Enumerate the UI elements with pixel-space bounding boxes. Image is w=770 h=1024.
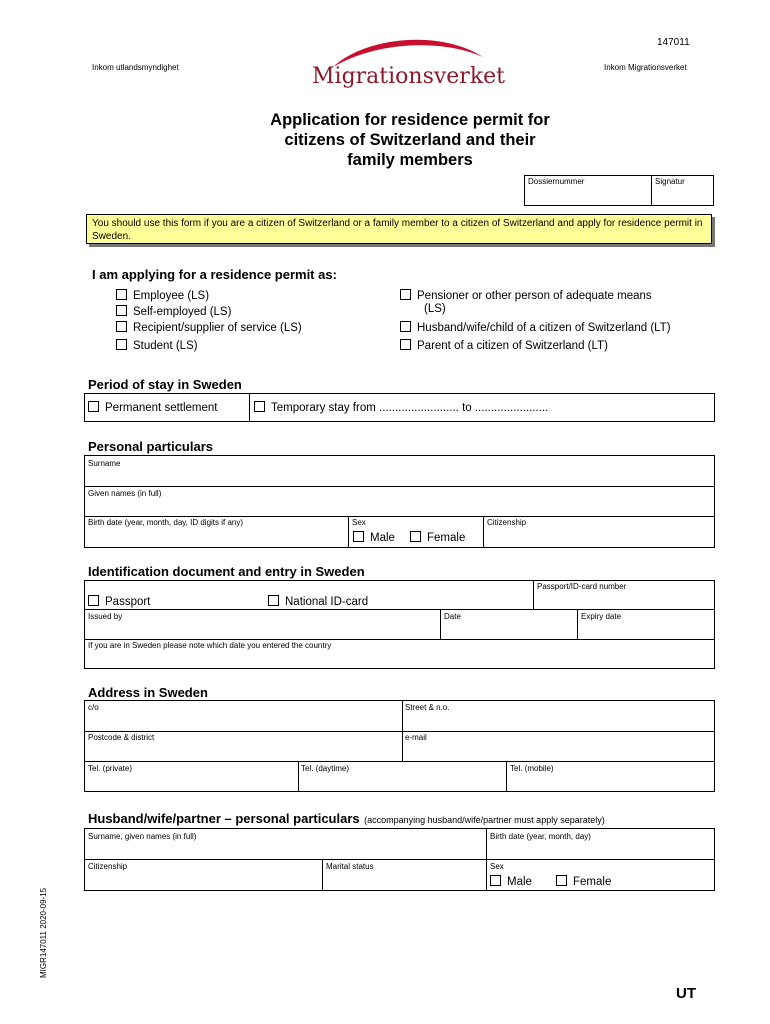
passport-number-field[interactable]: Passport/ID-card number [537,582,627,591]
signature-label: Signatur [655,177,685,186]
partner-male-option[interactable] [490,875,532,888]
option-label: Temporary stay from ......................... to ....................... [271,402,549,414]
birth-date-field[interactable]: Birth date (year, month, day, ID digits if any) [88,518,244,527]
option-label: Employee (LS) [133,290,210,302]
checkbox[interactable] [400,339,411,350]
partner-heading-note: (accompanying husband/wife/partner must apply separately) [364,815,605,825]
title-line-1: Application for residence permit for [270,111,550,129]
option-pensioner-cont: (LS) [424,303,446,315]
partner-citizenship-field[interactable]: Citizenship [88,862,128,871]
checkbox[interactable] [254,401,265,412]
tel-mobile-field[interactable]: Tel. (mobile) [510,764,554,773]
partner-female-option[interactable] [556,875,611,888]
partner-birth-date-field[interactable]: Birth date (year, month, day) [490,832,591,841]
tel-private-field[interactable]: Tel. (private) [88,764,133,773]
given-names-field[interactable]: Given names (in full) [88,489,162,498]
issue-date-field[interactable]: Date [444,612,461,621]
option-label: Recipient/supplier of service (LS) [133,322,302,334]
corner-code: UT [676,985,696,1002]
checkbox[interactable] [88,595,99,606]
citizenship-field[interactable]: Citizenship [487,518,527,527]
sex-label: Sex [352,518,366,527]
option-employee[interactable] [116,289,209,302]
option-family-member[interactable] [400,321,671,334]
sex-female-option[interactable] [410,531,465,544]
checkbox[interactable] [410,531,421,542]
option-pensioner[interactable] [400,289,652,302]
option-label: Self-employed (LS) [133,306,232,318]
option-label: Female [427,532,466,544]
received-abroad-label: Inkom utlandsmyndighet [92,63,179,72]
logo-text: Migrationsverket [312,64,506,89]
option-label: Male [507,876,532,888]
partner-heading-text: Husband/wife/partner – personal particulars [88,811,360,826]
dossier-label: Dossiernummer [528,177,585,186]
option-label: Parent of a citizen of Switzerland (LT) [417,340,608,352]
option-label: Male [370,532,395,544]
sex-male-option[interactable] [353,531,395,544]
page-title [200,110,620,170]
option-service[interactable] [116,321,302,334]
option-label: Student (LS) [133,340,198,352]
address-heading: Address in Sweden [88,685,208,700]
postcode-field[interactable]: Postcode & district [88,733,155,742]
co-field[interactable]: c/o [88,703,99,712]
received-migration-label: Inkom Migrationsverket [604,63,687,72]
checkbox[interactable] [556,875,567,886]
checkbox[interactable] [116,321,127,332]
option-label: Female [573,876,612,888]
checkbox[interactable] [400,289,411,300]
identification-box [84,580,715,669]
permanent-option[interactable] [88,401,218,414]
street-field[interactable]: Street & n.o. [405,703,450,712]
form-number: 147011 [657,37,690,48]
option-label: Passport [105,596,151,608]
partner-marital-status-field[interactable]: Marital status [326,862,374,871]
title-line-2: citizens of Switzerland and their [284,131,536,149]
entry-date-field[interactable]: If you are in Sweden please note which date you entered the country [88,641,332,650]
option-label: Permanent settlement [105,402,218,414]
partner-names-field[interactable]: Surname, given names (in full) [88,832,197,841]
tel-daytime-field[interactable]: Tel. (daytime) [301,764,350,773]
expiry-date-field[interactable]: Expiry date [581,612,622,621]
title-line-3: family members [347,151,473,169]
checkbox[interactable] [88,401,99,412]
email-field[interactable]: e-mail [405,733,427,742]
checkbox[interactable] [116,339,127,350]
issued-by-field[interactable]: Issued by [88,612,123,621]
temporary-option[interactable] [254,401,548,414]
partner-sex-label: Sex [490,862,504,871]
option-student[interactable] [116,339,198,352]
option-label: Pensioner or other person of adequate means [417,290,652,302]
option-label: National ID-card [285,596,369,608]
option-label: Husband/wife/child of a citizen of Switzerland (LT) [417,322,671,334]
national-id-option[interactable] [268,595,368,608]
passport-option[interactable] [88,595,150,608]
checkbox[interactable] [116,289,127,300]
personal-heading: Personal particulars [88,439,213,454]
partner-heading [88,810,605,828]
option-self-employed[interactable] [116,305,231,318]
checkbox[interactable] [400,321,411,332]
surname-field[interactable]: Surname [88,459,121,468]
address-box [84,700,715,792]
checkbox[interactable] [353,531,364,542]
notice-box: You should use this form if you are a citizen of Switzerland or a family member to a citizen of Switzerland and apply for residence permit in Sweden. [86,214,712,244]
personal-box [84,455,715,548]
option-parent[interactable] [400,339,608,352]
period-heading: Period of stay in Sweden [88,377,242,392]
applying-heading: I am applying for a residence permit as: [92,267,337,282]
identification-heading: Identification document and entry in Sweden [88,564,365,579]
checkbox[interactable] [116,305,127,316]
checkbox[interactable] [490,875,501,886]
checkbox[interactable] [268,595,279,606]
side-form-code: MIGR147011 2020-09-15 [39,887,48,978]
